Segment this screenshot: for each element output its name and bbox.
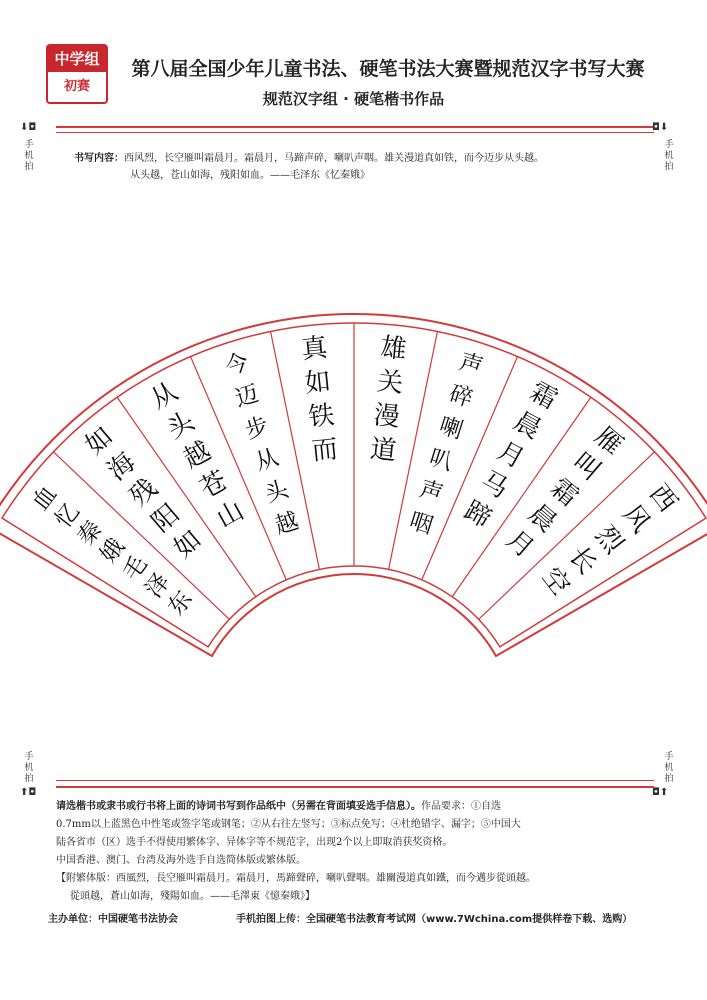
fan-character: 马 (475, 465, 513, 505)
fan-character: 道 (368, 434, 398, 467)
fan-character: 声 (456, 349, 486, 381)
fan-frame (0, 314, 707, 656)
fan-character: 今 (222, 349, 252, 381)
fan-text (28, 333, 683, 621)
fan-character: 雄 (379, 332, 408, 366)
side-label-left-bottom: 手机拍 (24, 752, 34, 784)
fan-character: 铁 (306, 400, 336, 433)
fan-character: 霜 (524, 376, 563, 416)
badge-group-label: 中学组 (48, 46, 106, 72)
requirements-line-3: 陆各省市（区）选手不得使用繁体字、异体字等不规范字，出现2个以上即取消获奖资格。 (56, 837, 453, 848)
fan-character: 山 (211, 495, 250, 535)
fan-character: 如 (168, 524, 208, 565)
content-label: 书写内容： (74, 153, 124, 164)
fan-character: 苍 (195, 465, 233, 505)
content-line-1: 西风烈，长空雁叫霜晨月。霜晨月，马蹄声碎，喇叭声咽。雄关漫道真如铁，而今迈步从头越。 (124, 153, 544, 164)
fan-character: 迈 (232, 380, 262, 413)
fan-character: 头 (262, 476, 292, 508)
fan-character: 雁 (588, 421, 629, 461)
requirements-line-5: 【附繁体版：西風烈，長空雁叫霜晨月。霜晨月，馬蹄聲碎，喇叭聲咽。雄關漫道真如鐵，而今邁步從頭越。 (56, 873, 536, 884)
bottom-rule-thin (56, 780, 654, 781)
fan-character: 月 (491, 436, 530, 475)
requirements (56, 798, 656, 906)
fan-character: 关 (375, 366, 405, 400)
fan-character: 阳 (146, 498, 186, 539)
fan-character: 泽 (140, 568, 176, 603)
requirements-line-2: 0.7mm以上蓝黑色中性笔或签字笔或钢笔；②从右往左竖写；③标点免写；④杜绝错字、漏字；⑤中国大 (56, 819, 521, 830)
fan-character: 步 (242, 412, 272, 445)
fan-character: 叭 (426, 444, 456, 477)
fan-character: 咽 (406, 508, 436, 540)
fan-character: 残 (124, 472, 164, 513)
fan-character: 如 (303, 366, 333, 400)
camera-marker-right-bottom: ◘⬆ (652, 787, 669, 798)
fan-character: 越 (178, 436, 217, 475)
fan-character: 从 (252, 444, 282, 477)
page-title: 第八届全国少年儿童书法、硬笔书法大赛暨规范汉字书写大赛 (131, 58, 645, 80)
badge-round-label: 初赛 (63, 79, 90, 94)
requirements-line-1: 作品要求：①自选 (421, 801, 501, 812)
camera-marker-left-top: ⬇◘ (20, 122, 37, 133)
camera-marker-right-top: ◘⬇ (652, 122, 669, 133)
fan-character: 声 (416, 476, 446, 508)
fan-character: 碎 (446, 380, 476, 413)
fan-character: 叫 (566, 447, 606, 487)
fan-character: 烈 (589, 520, 630, 560)
fan-character: 风 (616, 499, 656, 539)
fan-character: 海 (102, 447, 142, 487)
fan-character: 漫 (372, 400, 402, 433)
fan-character: 喇 (436, 412, 466, 445)
fan-character: 从 (145, 376, 184, 416)
organizer: 主办单位：中国硬笔书法协会 (48, 914, 178, 925)
fan-character: 晨 (522, 498, 562, 539)
fan-character: 东 (163, 586, 198, 621)
bottom-rule (56, 786, 654, 788)
fan-character: 血 (27, 481, 63, 516)
requirements-lead: 请选楷书或隶书或行书将上面的诗词书写到作品纸中（另需在背面填妥选手信息）。 (56, 801, 421, 812)
fan-character: 如 (79, 421, 120, 461)
side-label-right-top: 手机拍 (664, 140, 674, 172)
fan-character: 空 (535, 562, 576, 602)
page-subtitle: 规范汉字组 · 硬笔楷书作品 (262, 90, 445, 108)
fan-character: 真 (300, 332, 329, 366)
fan-character: 娥 (95, 533, 131, 568)
side-label-right-bottom: 手机拍 (664, 752, 674, 784)
requirements-line-6: 從頭越，蒼山如海，殘陽如血。——毛澤東《憶秦娥》】 (70, 891, 315, 902)
fan-character: 秦 (72, 516, 108, 551)
fan-character: 蹄 (458, 495, 497, 535)
side-label-left-top: 手机拍 (24, 140, 34, 172)
fan-character: 霜 (544, 472, 584, 513)
camera-marker-left-bottom: ⬆◘ (20, 787, 37, 798)
content-line-2: 从头越，苍山如海，残阳如血。——毛泽东《忆秦娥》 (130, 170, 370, 181)
fan-character: 晨 (508, 406, 546, 446)
fan-character: 毛 (118, 551, 153, 586)
fan-character: 月 (500, 524, 540, 565)
fan-character: 忆 (50, 498, 85, 533)
fan-character: 头 (162, 406, 200, 446)
fan-character: 越 (272, 508, 302, 540)
fan-character: 而 (310, 434, 340, 467)
upload-info: 手机拍图上传：全国硬笔书法教育考试网（www.7Wchina.com提供样卷下载、选购） (236, 914, 633, 925)
requirements-line-4: 中国香港、澳门、台湾及海外选手自选简体版或繁体版。 (56, 855, 306, 866)
fan-character: 西 (643, 478, 683, 518)
fan-character: 长 (562, 541, 603, 581)
